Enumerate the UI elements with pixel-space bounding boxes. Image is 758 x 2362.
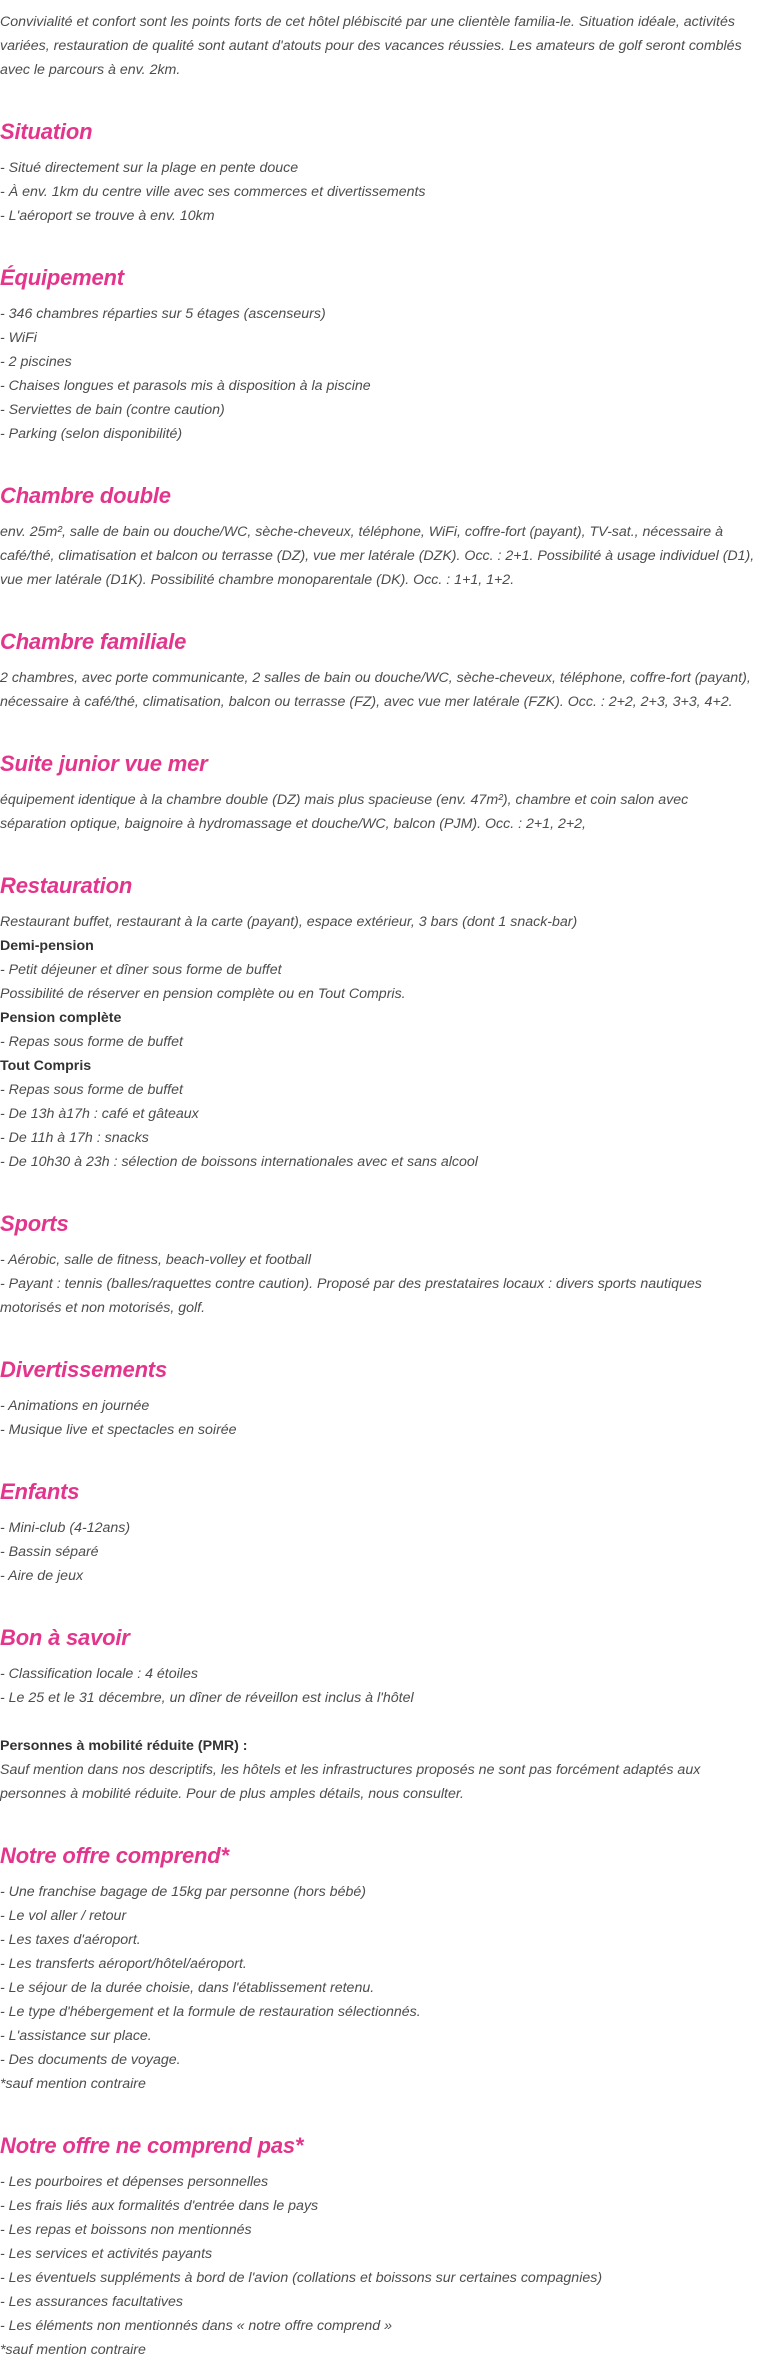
restauration-intro: Restaurant buffet, restaurant à la carte (payant), espace extérieur, 3 bars (dont 1 snack-bar) [0,914,578,930]
section-bon-a-savoir [0,1624,756,1806]
list-item: - 346 chambres réparties sur 5 étages (ascenseurs) [0,306,326,322]
footnote: *sauf mention contraire [0,2076,146,2092]
list-item: - Les assurances facultatives [0,2294,183,2310]
section-chambre-familiale [0,628,756,714]
spacer [0,1710,756,1734]
pmr-label: Personnes à mobilité réduite (PMR) : [0,1738,248,1754]
list-item: - Le type d'hébergement et la formule de restauration sélectionnés. [0,2004,421,2020]
section-title: Chambre double [0,483,171,508]
list-item: - De 10h30 à 23h : sélection de boissons internationales avec et sans alcool [0,1154,478,1170]
section-suite-junior [0,750,756,836]
section-title: Situation [0,119,93,144]
list-item: - Aire de jeux [0,1568,84,1584]
list-item: - De 13h à17h : café et gâteaux [0,1106,199,1122]
list-item: - Aérobic, salle de fitness, beach-volley et football [0,1252,311,1268]
section-title: Chambre familiale [0,629,187,654]
room-description: env. 25m², salle de bain ou douche/WC, sèche-cheveux, téléphone, WiFi, coffre-fort (payant), TV-sat., nécessaire à café/thé, climatisation et balcon ou terrasse (DZ), vue mer latérale (DZK). Occ. : 2+1. Possibilité à usage individuel (D1), vue mer latérale (D1K). Possibilité chambre monoparentale (DK). Occ. : 1+1, 1+2. [0,524,755,588]
intro-text: Convivialité et confort sont les points forts de cet hôtel plébiscité par une clientèle familia-le. Situation idéale, activités variées, restauration de qualité sont autant d'atouts pour des vacances réussies. Les amateurs de golf seront comblés avec le parcours à env. 2km. [0,14,742,78]
list-item: - Le vol aller / retour [0,1908,127,1924]
list-item: - Le 25 et le 31 décembre, un dîner de réveillon est inclus à l'hôtel [0,1690,414,1706]
hotel-description [0,10,758,2362]
list-item: - Les frais liés aux formalités d'entrée dans le pays [0,2198,319,2214]
list-item: - Payant : tennis (balles/raquettes contre caution). Proposé par des prestataires locaux : divers sports nautiques motorisés et non motorisés, golf. [0,1276,702,1316]
list-item: - Les transferts aéroport/hôtel/aéroport. [0,1956,247,1972]
section-restauration [0,872,756,1174]
section-divertissements [0,1356,756,1442]
list-item: - Les éventuels suppléments à bord de l'avion (collations et boissons sur certaines compagnies) [0,2270,603,2286]
section-situation [0,118,756,228]
section-offre-ne-comprend-pas [0,2132,756,2362]
list-item: - Petit déjeuner et dîner sous forme de buffet [0,962,282,978]
list-item: - Serviettes de bain (contre caution) [0,402,225,418]
list-item: - De 11h à 17h : snacks [0,1130,149,1146]
footnote: *sauf mention contraire [0,2342,146,2358]
list-item: - Les repas et boissons non mentionnés [0,2222,252,2238]
list-item: - 2 piscines [0,354,72,370]
list-item: - Chaises longues et parasols mis à disposition à la piscine [0,378,371,394]
section-title: Suite junior vue mer [0,751,208,776]
room-description: 2 chambres, avec porte communicante, 2 salles de bain ou douche/WC, sèche-cheveux, téléphone, coffre-fort (payant), nécessaire à café/thé, climatisation, balcon ou terrasse (FZ), avec vue mer latérale (FZK). Occ. : 2+2, 2+3, 3+3, 4+2. [0,670,751,710]
section-title: Sports [0,1211,69,1236]
section-equipement [0,264,756,446]
list-item: - Classification locale : 4 étoiles [0,1666,198,1682]
section-title: Enfants [0,1479,80,1504]
list-item: - Situé directement sur la plage en pente douce [0,160,299,176]
list-item: - Les services et activités payants [0,2246,213,2262]
section-sports [0,1210,756,1320]
list-item: - Des documents de voyage. [0,2052,181,2068]
list-item: - Le séjour de la durée choisie, dans l'établissement retenu. [0,1980,375,1996]
section-title: Restauration [0,873,133,898]
possibilite-text: Possibilité de réserver en pension complète ou en Tout Compris. [0,986,406,1002]
list-item: - L'assistance sur place. [0,2028,152,2044]
list-item: - Animations en journée [0,1398,150,1414]
list-item: - L'aéroport se trouve à env. 10km [0,208,215,224]
section-title: Notre offre ne comprend pas* [0,2133,304,2158]
section-title: Équipement [0,265,124,290]
list-item: - Mini-club (4-12ans) [0,1520,131,1536]
list-item: - Les éléments non mentionnés dans « notre offre comprend » [0,2318,392,2334]
section-chambre-double [0,482,756,592]
list-item: - Repas sous forme de buffet [0,1082,183,1098]
room-description: équipement identique à la chambre double (DZ) mais plus spacieuse (env. 47m²), chambre et coin salon avec séparation optique, baignoire à hydromassage et douche/WC, balcon (PJM). Occ. : 2+1, 2+2, [0,792,689,832]
tout-compris-label: Tout Compris [0,1058,92,1074]
list-item: - Les taxes d'aéroport. [0,1932,141,1948]
section-title: Divertissements [0,1357,167,1382]
section-title: Notre offre comprend* [0,1843,229,1868]
list-item: - WiFi [0,330,37,346]
list-item: - Repas sous forme de buffet [0,1034,183,1050]
list-item: - Parking (selon disponibilité) [0,426,183,442]
section-title: Bon à savoir [0,1625,130,1650]
list-item: - À env. 1km du centre ville avec ses commerces et divertissements [0,184,426,200]
list-item: - Musique live et spectacles en soirée [0,1422,237,1438]
demi-pension-label: Demi-pension [0,938,94,954]
pmr-text: Sauf mention dans nos descriptifs, les hôtels et les infrastructures proposés ne sont pas forcément adaptés aux personnes à mobilité réduite. Pour de plus amples détails, nous consulter. [0,1762,701,1802]
list-item: - Une franchise bagage de 15kg par personne (hors bébé) [0,1884,366,1900]
pension-complete-label: Pension complète [0,1010,122,1026]
section-offre-comprend [0,1842,756,2096]
list-item: - Bassin séparé [0,1544,99,1560]
section-enfants [0,1478,756,1588]
list-item: - Les pourboires et dépenses personnelles [0,2174,269,2190]
